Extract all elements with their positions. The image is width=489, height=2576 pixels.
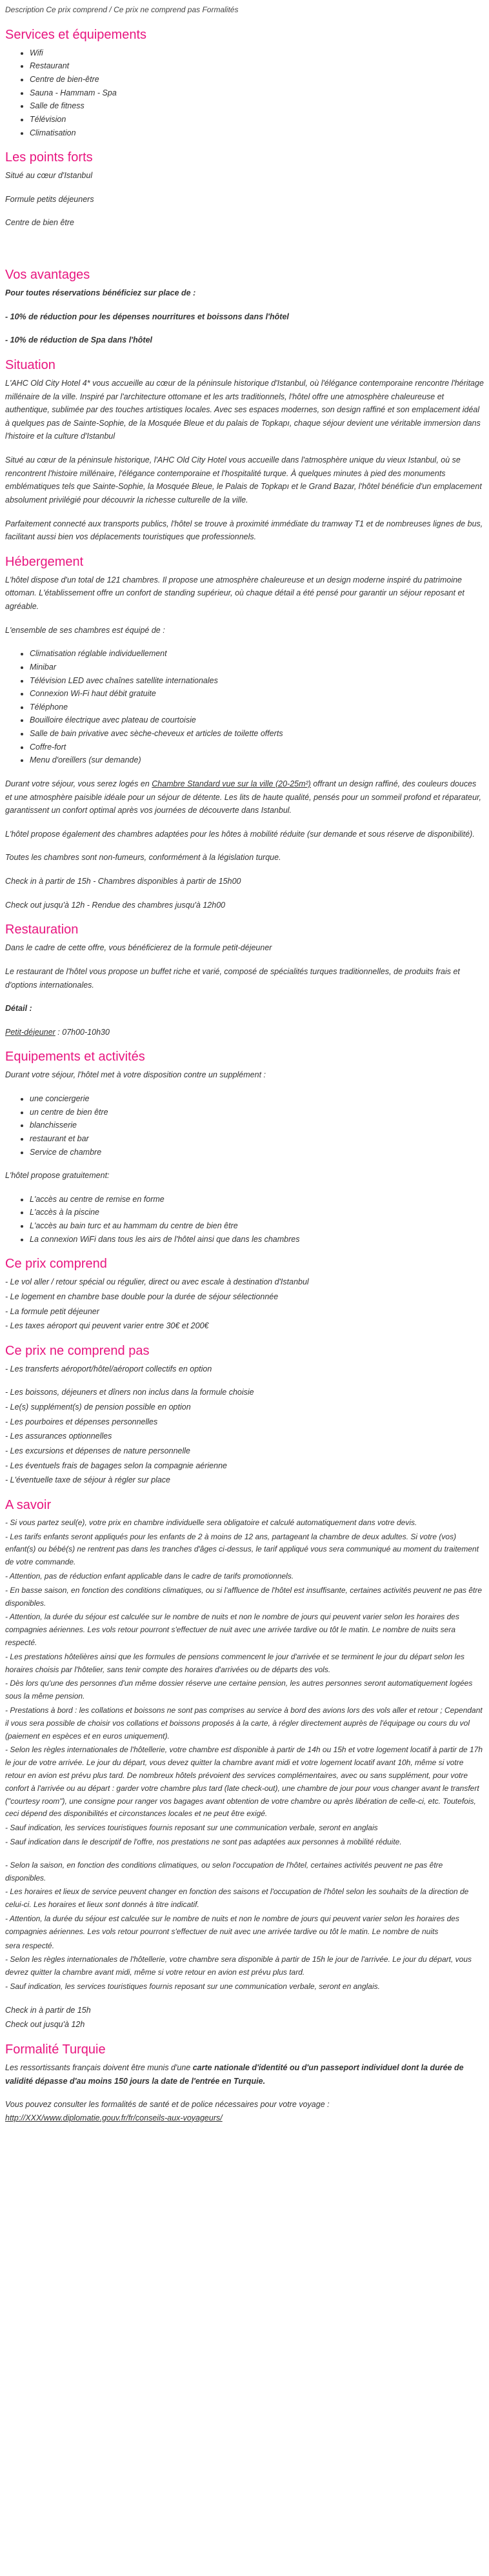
list-item: • Connexion Wi-Fi haut débit gratuite [30,687,484,701]
breakfast-hours: : 07h00-10h30 [55,1027,110,1037]
situation-title: Situation [5,357,55,372]
room-equipment-list [5,647,484,767]
ne-comprend-first: - Les transferts aéroport/hôtel/aéroport collectifs en option [5,1364,212,1373]
breakfast-label: Petit-déjeuner [5,1027,55,1037]
ne-comprend-section [5,1343,484,1487]
points-forts-item: Formule petits déjeuners [5,194,94,204]
checkout-note: Check out jusqu'à 12h [5,2020,85,2030]
list-item: • Bouilloire électrique avec plateau de courtoisie [30,714,484,727]
paid-intro: Durant votre séjour, l'hôtel met à votre disposition contre un supplément : [5,1070,266,1080]
a-savoir-block-1: - Si vous partez seul(e), votre prix en chambre individuelle sera obligatoire et calculé automatiquement dans votre devis. - Les tarifs enfants seront appliqués pour les enfants de 2 à moins de 12 ans, partageant la chambre de deux adultes. Si votre (vos) enfant(s) ou bébé(s) ne rentrent pas dans les tranches d'âges ci-dessus, le tarif appliqué vous sera communiqué au moment du traitement de votre commande. - Attention, pas de réduction enfant applicable dans le cadre de tarifs promotionnels. - En basse saison, en fonction des conditions climatiques, ou si l'affluence de l'hôtel est insuffisante, certaines activités peuvent ne pas être disponibles. - Attention, la durée du séjour est calculée sur le nombre de nuits et non le nombre de jours qui peuvent varier selon les horaires des compagnies aériennes. Les vols retour pourront s'effectuer de nuit avec une arrivée tardive ou tôt le matin. Le nombre de nuits sera respecté. - Les prestations hôtelières ainsi que les formules de pensions commencent le jour d'arrivée et se terminent le jour du départ selon les horaires choisis par l'hôtelier, sans tenir compte des horaires d'arrivées ou de départs des vols. - Dès lors qu'une des personnes d'un même dossier réserve une certaine pension, les autres personnes seront automatiquement logées sous la même pension. - Prestations à bord : les collations et boissons ne sont pas comprises au service à bord des avions lors des vols aller et retour ; Cependant il vous sera possible de choisir vos collations et boissons proposés à la carte, à régler directement auprès de l'équipage ou cours du vol (paiement en espèces et en euros uniquement). - Selon les règles internationales de l'hôtellerie, votre chambre est disponible à partir de 14h ou 15h et votre logement locatif à partir de 17h le jour de votre arrivée. Le jour du départ, vous devez quitter la chambre avant midi et votre logement locatif avant 10h, même si votre retour en avion est prévu plus tard. De nombreux hôtels prévoient des services complémentaires, avec ou sans supplément, pour votre confort à l'arrivée ou au départ : garder votre chambre plus tard (late check-out), une chambre de jour pour vous changer avant le transfert ("courtesy room"), une consigne pour ranger vos bagages avant obtention de votre chambre ou après libération de celle-ci, etc. Toutefois, ceci dépend des disponibilités et circonstances locales et ne peut être exigé. - Sauf indication, les services touristiques fournis reposant sur une communication verbale, seront en anglais - Sauf indication dans le descriptif de l'offre, nos prestations ne sont pas adaptées aux personnes à mobilité réduite. [5,1517,483,1846]
list-item: • Centre de bien-être [30,73,484,86]
formalite-paragraph: Les ressortissants français doivent être munis d'une carte nationale d'identité ou d'un passeport individuel dont la durée de validité dépasse d'au moins 150 jours la date de l'entrée en Turquie. [5,2062,464,2086]
list-item: • Climatisation réglable individuellement [30,647,484,661]
list-item: • L'accès au centre de remise en forme [30,1193,484,1206]
restauration-paragraph: Dans le cadre de cette offre, vous bénéficierez de la formule petit-déjeuner [5,943,272,953]
hebergement-section [5,554,484,912]
list-item: • L'accès à la piscine [30,1206,484,1219]
avantages-intro: Pour toutes réservations bénéficiez sur place de : [5,288,196,298]
services-title: Services et équipements [5,27,147,42]
stay-paragraph: Durant votre séjour, vous serez logés en Chambre Standard vue sur la ville (20-25m²) offrant un design raffiné, des couleurs douces et une atmosphère paisible idéale pour un séjour de détente. Les lits de haute qualité, pensés pour un sommeil profond et réparateur, garantissent un confort optimal après vos journées de découverte dans Istanbul. [5,779,481,815]
checkout-note: Check out jusqu'à 12h - Rendue des chambres jusqu'à 12h00 [5,900,226,910]
list-item: • Salle de bain privative avec sèche-cheveux et articles de toilette offerts [30,727,484,741]
a-savoir-section [5,1497,484,2032]
list-item: • Service de chambre [30,1146,484,1159]
list-item: • Minibar [30,661,484,674]
room-type-link[interactable]: Chambre Standard vue sur la ville (20-25m²) [152,779,311,788]
list-item: • Coffre-fort [30,741,484,754]
diplomatie-link[interactable]: http://XXX/www.diplomatie.gouv.fr/fr/conseils-aux-voyageurs/ [5,2113,223,2122]
paid-services-list [5,1092,484,1159]
list-item: • L'accès au bain turc et au hammam du centre de bien être [30,1219,484,1233]
formalite-section [5,2042,484,2125]
list-item: • Salle de fitness [30,99,484,113]
comprend-item: - Le logement en chambre base double pour la durée de séjour sélectionnée [5,1292,279,1301]
list-item: • une conciergerie [30,1092,484,1106]
avantages-title: Vos avantages [5,268,90,283]
equipements-title: Equipements et activités [5,1050,145,1064]
formalite-consult: Vous pouvez consulter les formalités de santé et de police nécessaires pour votre voyage : http://XXX/www.diplomatie.gouv.fr/fr/conseils-aux-voyageurs/ [5,2100,330,2122]
free-intro: L'hôtel propose gratuitement: [5,1171,110,1181]
avantages-item: - 10% de réduction pour les dépenses nourritures et boissons dans l'hôtel [5,312,289,321]
comprend-item: - Les taxes aéroport qui peuvent varier entre 30€ et 200€ [5,1321,209,1331]
restauration-paragraph: Le restaurant de l'hôtel vous propose un buffet riche et varié, composé de spécialités turques traditionnelles, de produits frais et d'options internationales. [5,966,460,990]
ne-comprend-item: - Les assurances optionnelles [5,1432,112,1441]
points-forts-section [5,150,484,230]
restauration-title: Restauration [5,923,79,937]
ne-comprend-item: - Les éventuels frais de bagages selon la compagnie aérienne [5,1461,227,1470]
comprend-section [5,1256,484,1333]
formalite-title: Formalité Turquie [5,2042,106,2057]
comprend-item: - La formule petit déjeuner [5,1306,99,1316]
situation-paragraph: L'AHC Old City Hotel 4* vous accueille au cœur de la péninsule historique d'Istanbul, où l'élégance contemporaine rencontre l'héritage millénaire de la ville. Inspiré par l'architecture ottomane et les arts traditionnels, l'hôtel offre une atmosphère chaleureuse et authentique, sublimée par des touches artistiques locales. Avec ses espaces modernes, son design raffiné et son emplacement idéal à quelques pas de Sainte-Sophie, de la Mosquée Bleue et du palais de Topkapı, chaque séjour devient une véritable immersion dans l'histoire et la culture d'Istanbul [5,378,484,441]
list-item: • un centre de bien être [30,1106,484,1119]
non-smoking-note: Toutes les chambres sont non-fumeurs, conformément à la législation turque. [5,853,281,863]
points-forts-item: Centre de bien être [5,218,75,228]
equipements-section [5,1049,484,1246]
a-savoir-block-2: - Selon la saison, en fonction des conditions climatiques, ou selon l'occupation de l'hôtel, certaines activités peuvent ne pas être disponibles. - Les horaires et lieux de service peuvent changer en fonction des saisons et l'occupation de l'hôtel selon les souhaits de la direction de celui-ci. Les horaires et lieux sont donnés à titre indicatif. - Attention, la durée du séjour est calculée sur le nombre de nuits et non le nombre de jours qui peuvent varier selon les horaires des compagnies aériennes. Les vols retour pourront s'effectuer de nuit avec une arrivée tardive ou tôt le matin. Le nombre de nuits sera respecté. - Selon les règles internationales de l'hôtellerie, votre chambre sera disponible à partir de 15h le jour de l'arrivée. Le jour du départ, vous devrez quitter la chambre avant midi, même si votre retour en avion est prévu plus tard. - Sauf indication, les services touristiques fournis reposant sur une communication verbale, seront en anglais. [5,1860,472,1991]
pmr-note: L'hôtel propose également des chambres adaptées pour les hôtes à mobilité réduite (sur demande et sous réserve de disponibilité). [5,829,475,839]
breadcrumb: Description Ce prix comprend / Ce prix ne comprend pas Formalités [5,5,239,14]
services-section [5,27,484,139]
list-item: • blanchisserie [30,1119,484,1132]
list-item: • Télévision [30,113,484,126]
restauration-section [5,922,484,1039]
detail-label: Détail : [5,1004,32,1013]
hebergement-title: Hébergement [5,554,84,569]
equipment-intro: L'ensemble de ses chambres est équipé de : [5,625,165,635]
breakfast-line [5,1026,484,1039]
list-item: • Téléphone [30,701,484,714]
free-services-list [5,1193,484,1246]
situation-paragraph: Situé au cœur de la péninsule historique, l'AHC Old City Hotel vous accueille dans l'atmosphère unique du vieux Istanbul, où se rencontrent l'histoire millénaire, l'élégance contemporaine et l'hospitalité turque. À quelques minutes à pied des monuments emblématiques tels que Sainte-Sophie, la Mosquée Bleue, le Palais de Topkapı et le Grand Bazar, l'hôtel bénéficie d'un emplacement absolument privilégié pour découvrir la richesse culturelle de la ville. [5,455,482,504]
comprend-item: - Le vol aller / retour spécial ou régulier, direct ou avec escale à destination d'Istanbul [5,1277,309,1287]
comprend-title: Ce prix comprend [5,1257,107,1272]
points-forts-title: Les points forts [5,150,93,165]
list-item: • Menu d'oreillers (sur demande) [30,754,484,767]
ne-comprend-title: Ce prix ne comprend pas [5,1343,150,1358]
avantages-section [5,267,484,347]
ne-comprend-item: - Les pourboires et dépenses personnelles [5,1417,158,1426]
ne-comprend-item: - Les boissons, déjeuners et dîners non inclus dans la formule choisie [5,1388,254,1397]
hebergement-intro: L'hôtel dispose d'un total de 121 chambres. Il propose une atmosphère chaleureuse et un design moderne inspiré du patrimoine ottoman. L'établissement offre un confort de standing supérieur, où chaque détail a été pensé pour garantir un séjour reposant et agréable. [5,575,464,612]
avantages-item: - 10% de réduction de Spa dans l'hôtel [5,335,153,345]
points-forts-item: Situé au cœur d'Istanbul [5,171,93,181]
checkin-note: Check in à partir de 15h - Chambres disponibles à partir de 15h00 [5,877,241,886]
list-item: • Télévision LED avec chaînes satellite internationales [30,674,484,688]
list-item: • Sauna - Hammam - Spa [30,86,484,100]
checkin-note: Check in à partir de 15h [5,2005,91,2015]
situation-paragraph: Parfaitement connecté aux transports publics, l'hôtel se trouve à proximité immédiate du tramway T1 et de nombreuses lignes de bus, facilitant aussi bien vos déplacements touristiques que professionnels. [5,519,483,542]
ne-comprend-item: - L'éventuelle taxe de séjour à régler sur place [5,1475,171,1485]
ne-comprend-item: - Le(s) supplément(s) de pension possible en option [5,1403,191,1412]
list-item: • Climatisation [30,126,484,140]
situation-section [5,357,484,544]
list-item: • Restaurant [30,59,484,73]
services-list [5,46,484,139]
a-savoir-title: A savoir [5,1497,52,1512]
list-item: • La connexion WiFi dans tous les airs de l'hôtel ainsi que dans les chambres [30,1233,484,1246]
list-item: • restaurant et bar [30,1132,484,1146]
list-item: • Wifi [30,46,484,60]
ne-comprend-item: - Les excursions et dépenses de nature personnelle [5,1446,190,1455]
